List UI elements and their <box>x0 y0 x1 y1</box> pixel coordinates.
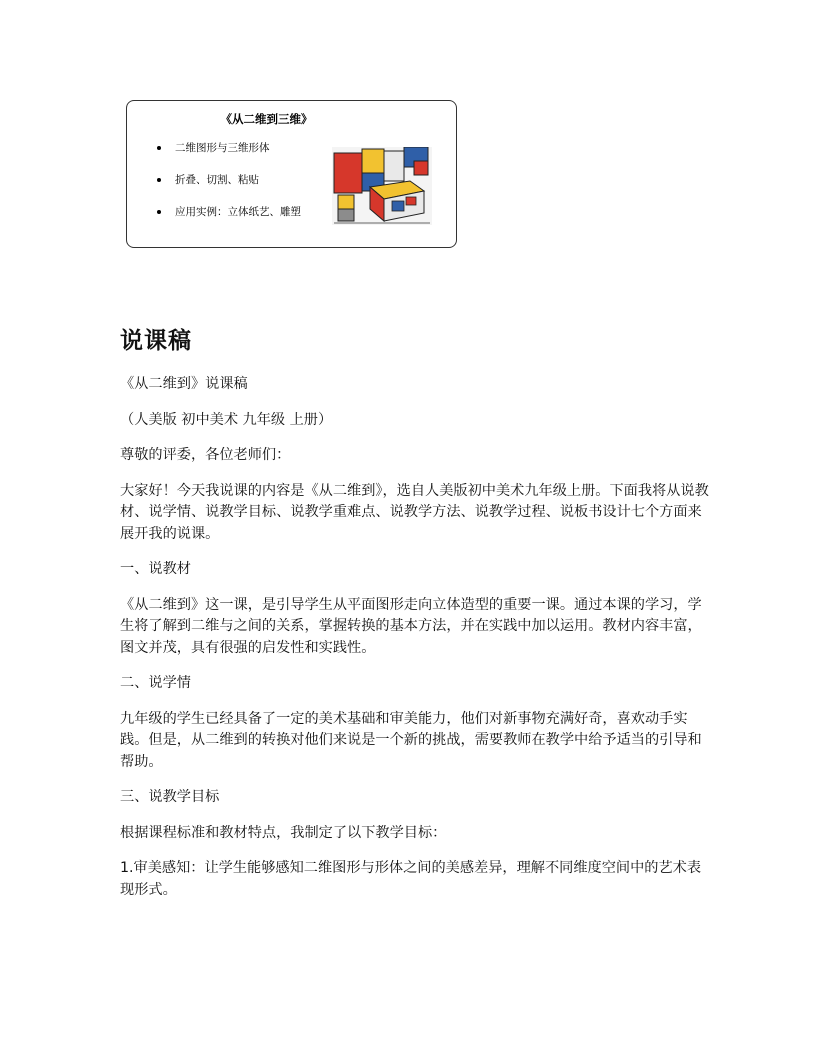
doc-greeting: 尊敬的评委，各位老师们： <box>120 447 291 463</box>
textbook-paragraph: 《从二维到》这一课，是引导学生从平面图形走向立体造型的重要一课。通过本课的学习，学生将了解到二维与之间的关系，掌握转换的基本方法，并在实践中加以运用。教材内容丰富，图文并茂，具有很强的启发性和实践性。 <box>120 596 702 656</box>
section-heading-textbook: 一、说教材 <box>120 561 191 577</box>
bullet-icon <box>157 210 161 214</box>
mondrian-sculpture-image <box>332 147 432 225</box>
document-body <box>120 374 710 915</box>
slide-bullet-item <box>157 141 301 173</box>
bullet-text: 折叠、切割、粘贴 <box>175 174 259 186</box>
goal-text: 审美感知：让学生能够感知二维图形与形体之间的美感差异，理解不同维度空间中的艺术表现形式。 <box>120 860 702 898</box>
goal-number: 1. <box>120 860 134 876</box>
section-heading-goals: 三、说教学目标 <box>120 789 220 805</box>
doc-intro-paragraph: 大家好！今天我说课的内容是《从二维到》，选自人美版初中美术九年级上册。下面我将从说教材、说学情、说教学目标、说教学重难点、说教学方法、说教学过程、说板书设计七个方面来展开我的说课。 <box>120 482 709 542</box>
students-paragraph: 九年级的学生已经具备了一定的美术基础和审美能力，他们对新事物充满好奇，喜欢动手实践。但是，从二维到的转换对他们来说是一个新的挑战，需要教师在教学中给予适当的引导和帮助。 <box>120 710 702 770</box>
bullet-icon <box>157 146 161 150</box>
slide-title: 《从二维到三维》 <box>220 112 313 126</box>
slide-bullet-item <box>157 173 301 205</box>
doc-edition-line: （人美版 初中美术 九年级 上册） <box>120 411 333 428</box>
goal-item-1 <box>120 858 710 901</box>
bullet-text: 应用实例：立体纸艺、雕塑 <box>175 206 301 218</box>
bullet-text: 二维图形与三维形体 <box>175 142 270 154</box>
slide-bullet-list <box>157 141 301 237</box>
goals-intro-paragraph: 根据课程标准和教材特点，我制定了以下教学目标： <box>120 824 447 841</box>
section-heading-students: 二、说学情 <box>120 675 191 691</box>
document-heading: 说课稿 <box>120 328 192 354</box>
bullet-icon <box>157 178 161 182</box>
slide-thumbnail <box>126 100 457 248</box>
doc-title-line: 《从二维到》说课稿 <box>120 376 248 392</box>
slide-bullet-item <box>157 205 301 237</box>
